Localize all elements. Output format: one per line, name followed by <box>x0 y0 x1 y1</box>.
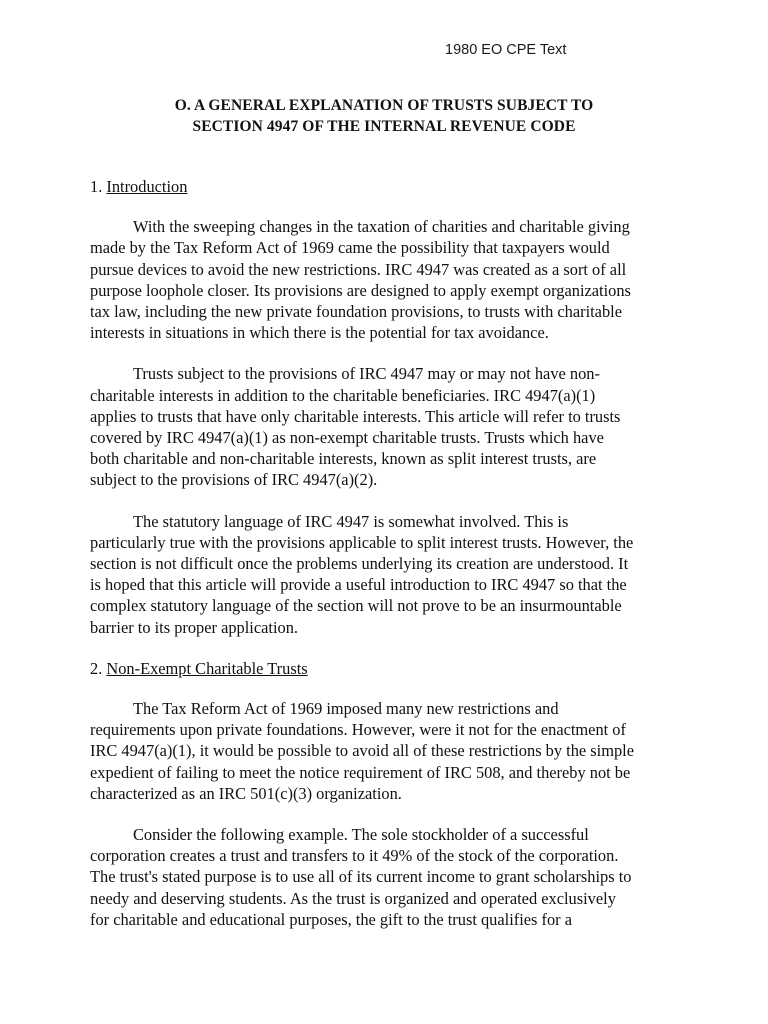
text-line: particularly true with the provisions applicable to split interest trusts. However, the <box>90 532 634 552</box>
text-line: complex statutory language of the section will not prove to be an insurmountable <box>90 596 622 616</box>
text-line: purpose loophole closer. Its provisions are designed to apply exempt organizations <box>90 280 631 300</box>
text-line: interests in situations in which there is the potential for tax avoidance. <box>90 323 549 343</box>
document-title <box>0 95 768 137</box>
text-line: needy and deserving students. As the trust is organized and operated exclusively <box>90 888 616 908</box>
section-heading-non-exempt-charitable-trusts <box>90 658 680 679</box>
section-title: Introduction <box>106 177 188 196</box>
text-line: requirements upon private foundations. However, were it not for the enactment of <box>90 720 626 740</box>
paragraph <box>90 363 680 490</box>
text-line: barrier to its proper application. <box>90 617 298 637</box>
section-number: 2. <box>90 658 107 678</box>
text-line: The trust's stated purpose is to use all of its current income to grant scholarships to <box>90 867 632 887</box>
text-line: pursue devices to avoid the new restrictions. IRC 4947 was created as a sort of all <box>90 259 627 279</box>
paragraph <box>90 824 680 930</box>
text-line: characterized as an IRC 501(c)(3) organization. <box>90 783 402 803</box>
text-line: IRC 4947(a)(1), it would be possible to avoid all of these restrictions by the simple <box>90 741 634 761</box>
text-line: section is not difficult once the problems underlying its creation are understood. It <box>90 554 629 574</box>
text-line: Consider the following example. The sole stockholder of a successful <box>133 825 589 845</box>
paragraph <box>90 216 680 343</box>
text-line: The Tax Reform Act of 1969 imposed many new restrictions and <box>133 699 559 719</box>
document-body <box>90 176 680 950</box>
title-line-2: SECTION 4947 OF THE INTERNAL REVENUE CODE <box>192 118 576 135</box>
paragraph <box>90 511 680 638</box>
text-line: is hoped that this article will provide a useful introduction to IRC 4947 so that the <box>90 575 627 595</box>
text-line: With the sweeping changes in the taxation of charities and charitable giving <box>133 217 630 237</box>
text-line: both charitable and non-charitable interests, known as split interest trusts, are <box>90 449 597 469</box>
title-line-1: O. A GENERAL EXPLANATION OF TRUSTS SUBJECT TO <box>174 97 594 114</box>
text-line: subject to the provisions of IRC 4947(a)(2). <box>90 470 378 490</box>
section-number: 1. <box>90 177 107 196</box>
text-line: for charitable and educational purposes, the gift to the trust qualifies for a <box>90 909 572 929</box>
text-line: Trusts subject to the provisions of IRC 4947 may or may not have non- <box>133 364 600 384</box>
text-line: corporation creates a trust and transfers to it 49% of the stock of the corporation. <box>90 846 619 866</box>
text-line: tax law, including the new private foundation provisions, to trusts with charitable <box>90 302 622 322</box>
text-line: charitable interests in addition to the charitable beneficiaries. IRC 4947(a)(1) <box>90 385 596 405</box>
running-header: 1980 EO CPE Text <box>445 42 567 58</box>
text-line: made by the Tax Reform Act of 1969 came the possibility that taxpayers would <box>90 238 610 258</box>
text-line: The statutory language of IRC 4947 is somewhat involved. This is <box>133 511 569 531</box>
section-title: Non-Exempt Charitable Trusts <box>106 658 308 678</box>
paragraph <box>90 698 680 804</box>
text-line: expedient of failing to meet the notice requirement of IRC 508, and thereby not be <box>90 762 631 782</box>
text-line: covered by IRC 4947(a)(1) as non-exempt charitable trusts. Trusts which have <box>90 428 604 448</box>
text-line: applies to trusts that have only charitable interests. This article will refer to trusts <box>90 406 621 426</box>
section-heading-introduction <box>90 176 680 197</box>
